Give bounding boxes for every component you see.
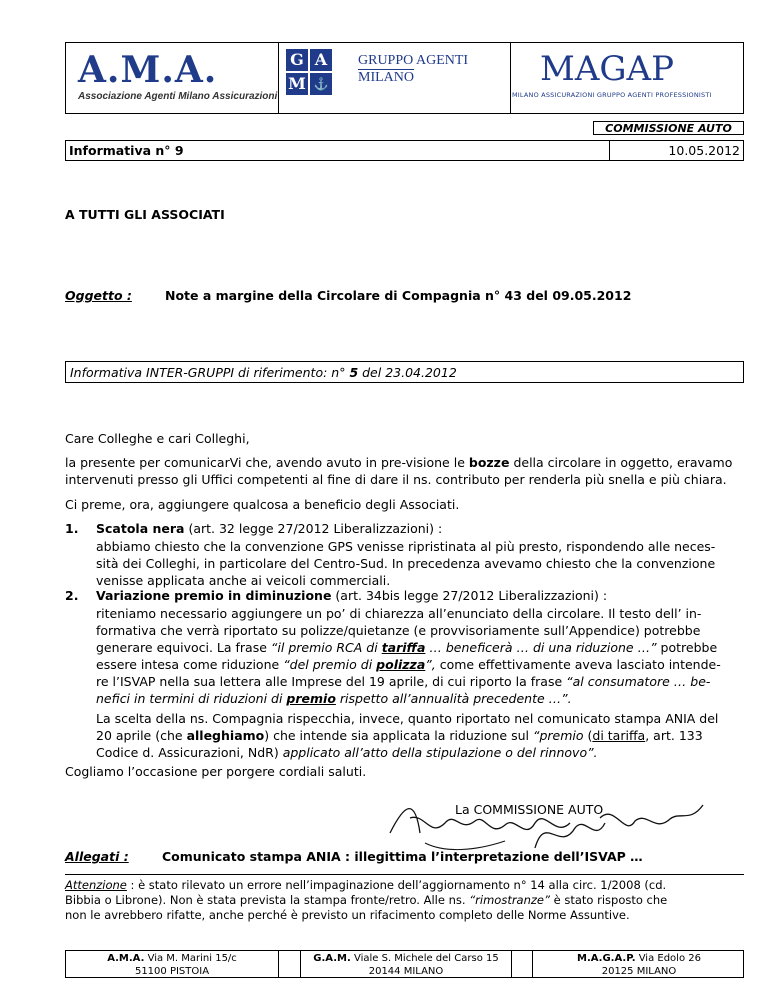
item1-number: 1. — [65, 521, 79, 536]
intro2: Ci preme, ora, aggiungere qualcosa a beneficio degli Associati. — [65, 497, 460, 512]
notice: Attenzione : è stato rilevato un errore nell’impaginazione dell’aggiornamento n° 14 alla circ. 1/2008 (cd. Bibbia o Librone). Non è stata prevista la stampa fronte/retro. Alle ns. “rimostranze” è stato risposto che non le avrebbero rifatte, anche perché è previsto un rifacimento completo delle Norme Assuntive. — [65, 878, 668, 922]
item2-body2: La scelta della ns. Compagnia rispecchia, invece, quanto riportato nel comunicato stampa ANIA del 20 aprile (che alleghiamo) che intende sia applicata la riduzione sul “premio (di tariffa, art. 133 Codice d. Assicurazioni, NdR) applicato all’atto della stipulazione o del rinnovo”. — [96, 711, 719, 760]
item2-number: 2. — [65, 588, 79, 603]
closing: Cogliamo l’occasione per porgere cordiali saluti. — [65, 764, 367, 779]
ama-logo-subtitle: Associazione Agenti Milano Assicurazioni — [78, 91, 278, 102]
footer-magap: M.A.G.A.P. Via Edolo 26 20125 MILANO — [532, 951, 745, 978]
reference-suffix: del 23.04.2012 — [362, 365, 457, 380]
recipients: A TUTTI GLI ASSOCIATI — [65, 207, 225, 222]
info-bar — [65, 140, 744, 161]
gam-letter-a: A — [310, 49, 332, 71]
gam-letter-m: M — [286, 73, 308, 95]
item2-body: riteniamo necessario aggiungere un po’ di chiarezza all’enunciato della circolare. Il testo dell’ in- formativa che verrà riportato su polizze/quietanze (e provvisoriamente sull’Appendice) potrebbe generare equivoci. La frase “il premio RCA di tariffa … beneficerà … di una riduzione …” potrebbe essere intesa come riduzione “del premio di polizza”, come effettivamente aveva lasciato intende- re l’ISVAP nella sua lettera alle Imprese del 19 aprile, di cui riporto la frase “al consumatore … be- nefici in termini di riduzioni di premio rispetto all’annualità precedente …”. — [96, 606, 721, 706]
gam-letter-g: G — [286, 49, 308, 71]
ama-logo-text: A.M.A. — [78, 49, 218, 91]
reference-prefix: Informativa INTER-GRUPPI di riferimento: n° — [70, 365, 346, 380]
item2-heading: Variazione premio in diminuzione (art. 34bis legge 27/2012 Liberalizzazioni) : — [96, 588, 608, 603]
info-divider — [609, 141, 610, 160]
reference-box — [65, 361, 744, 383]
magap-logo-text: MAGAP — [540, 49, 674, 89]
gam-line2: MILANO — [358, 70, 414, 85]
magap-logo-subtitle: MILANO ASSICURAZIONI GRUPPO AGENTI PROFESSIONISTI — [512, 91, 712, 99]
signature-label: La COMMISSIONE AUTO — [455, 802, 604, 817]
subject-text: Note a margine della Circolare di Compagnia n° 43 del 09.05.2012 — [165, 288, 632, 303]
item1-body: abbiamo chiesto che la convenzione GPS venisse ripristinata al più presto, rispondendo alle neces- sità dei Colleghi, in particolare del Centro-Sud. In precedenza avevamo chiesto che la convenzione venisse applicata anche ai veicoli commerciali. — [96, 539, 716, 588]
footer — [65, 950, 744, 978]
info-number: Informativa n° 9 — [69, 143, 184, 158]
info-date: 10.05.2012 — [668, 143, 740, 158]
footer-ama: A.M.A. Via M. Marini 15/c 51100 PISTOIA — [66, 951, 279, 978]
anchor-icon: ⚓ — [310, 73, 332, 95]
ama-logo — [66, 43, 279, 113]
logo-header — [65, 42, 744, 114]
subject-label: Oggetto : — [65, 288, 132, 303]
intro-paragraph: la presente per comunicarVi che, avendo avuto in pre-visione le bozze della circolare in oggetto, eravamo intervenuti presso gli Uffici competenti al fine di dare il ns. contributo per renderla più snella e più chiara. — [65, 455, 733, 487]
notice-divider — [65, 874, 744, 875]
attachment-text: Comunicato stampa ANIA : illegittima l’interpretazione dell’ISVAP … — [162, 849, 643, 864]
commission-label: COMMISSIONE AUTO — [593, 121, 744, 135]
gam-logo — [278, 43, 511, 113]
reference-number: 5 — [349, 365, 359, 380]
footer-gam: G.A.M. Viale S. Michele del Carso 15 20144 MILANO — [300, 951, 512, 978]
gam-line1: GRUPPO AGENTI — [358, 53, 469, 68]
magap-logo — [510, 43, 745, 113]
attachment-label: Allegati : — [65, 849, 129, 864]
item1-heading: Scatola nera (art. 32 legge 27/2012 Liberalizzazioni) : — [96, 521, 443, 536]
greeting: Care Colleghe e cari Colleghi, — [65, 431, 250, 446]
